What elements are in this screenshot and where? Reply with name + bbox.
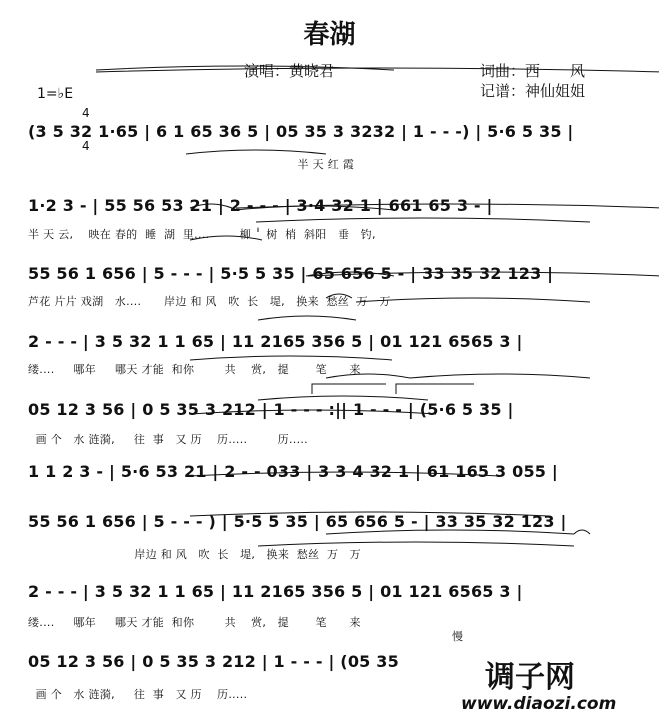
notation-row: 55 56 1 656 | 5 - - - ) | 5·5 5 35 | 65 656 5 - | 33 35 32 123 |	[28, 512, 567, 531]
lyric-row: 画 个 水 涟漪, 往 事 又 历 历.....	[28, 688, 248, 701]
notation-row: 55 56 1 656 | 5 - - - | 5·5 5 35 | 65 656 5 - | 33 35 32 123 |	[28, 264, 554, 283]
time-signature-top: 4	[82, 106, 90, 120]
notation-row: 2 - - - | 3 5 32 1 1 65 | 11 2165 356 5 | 01 121 6565 3 |	[28, 582, 523, 601]
lyric-row: 缕.... 哪年 哪天 才能 和你 共 赏, 提 笔 来	[28, 616, 361, 629]
lyric-extra: 慢	[452, 630, 463, 643]
notation-row: (3 5 32 1·65 | 6 1 65 36 5 | 05 35 3 3232 | 1 - - -) | 5·6 5 35 |	[28, 122, 574, 141]
composer-credit: 词曲：西 风	[480, 62, 586, 80]
notation-row: 05 12 3 56 | 0 5 35 3 212 | 1 - - - :|| 1 - - - | (5·6 5 35 |	[28, 400, 514, 419]
lyric-row: 芦花 片片 戏湖 水.... 岸边 和 风 吹 长 堤, 换来 愁丝 万 万	[28, 295, 391, 308]
singer-credit: 演唱：黄晓君	[244, 62, 335, 80]
notation-row: 1 1 2 3 - | 5·6 53 21 | 2 - - 033 | 3 3 4 32 1 | 61 165 3 055 |	[28, 462, 558, 481]
lyric-row: 半 天 云, 映在 春的 睡 湖 里.... 柳 树 梢 斜阳 垂 钓,	[28, 228, 376, 241]
notation-row: 2 - - - | 3 5 32 1 1 65 | 11 2165 356 5 | 01 121 6565 3 |	[28, 332, 523, 351]
notation-row: 1·2 3 - | 55 56 53 21 | 2 - - - | 3·4 32 1 | 661 65 3 - |	[28, 196, 493, 215]
page-title: 春湖	[303, 20, 356, 50]
watermark-url: www.diaozi.com	[461, 694, 617, 714]
transcriber-credit: 记谱：神仙姐姐	[480, 82, 586, 100]
time-signature-bottom: 4	[82, 139, 90, 153]
lyric-row: 岸边 和 风 吹 长 堤, 换来 愁丝 万 万	[28, 548, 361, 561]
notation-row: 05 12 3 56 | 0 5 35 3 212 | 1 - - - | (05 35	[28, 652, 399, 671]
watermark	[455, 648, 659, 722]
lyric-row: 缕.... 哪年 哪天 才能 和你 共 赏, 提 笔 来	[28, 363, 361, 376]
watermark-title: 调子网	[485, 660, 575, 695]
lyric-row: 半 天 红 霞	[28, 158, 355, 171]
lyric-row: 画 个 水 涟漪, 往 事 又 历 历..... 历.....	[28, 433, 308, 446]
key-signature: 1=♭E	[37, 86, 74, 102]
